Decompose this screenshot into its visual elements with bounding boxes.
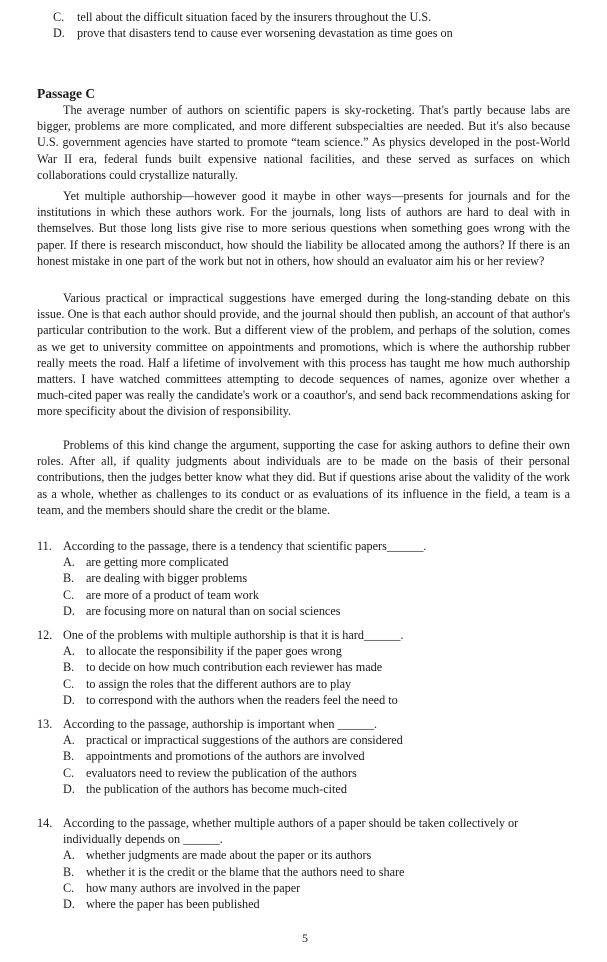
question-stem: According to the passage, there is a tendency that scientific papers______. (63, 539, 427, 553)
option-c[interactable] (63, 587, 577, 603)
option-text: appointments and promotions of the authors are involved (86, 749, 365, 764)
option-letter: C. (63, 676, 75, 691)
option-d[interactable] (63, 603, 577, 619)
option-d[interactable] (63, 692, 577, 708)
option-d[interactable] (63, 781, 577, 797)
paragraph-3: Various practical or impractical suggestions have emerged during the long-standing debate on this issue. One is that each author should provide, and the journal should then publish, an account of that author's particular contribution to the work. But a different view of the problem, and perhaps of the solution, comes as we get to university committee on appointments and promotions, which is where the authorship rubber really meets the road. Half a lifetime of involvement with this process has taught me how much authorship matters. I have watched committees attempting to decode sequences of names, agonize over whether a much-cited paper was really the candidate's work or a coauthor's, and send back recommendations asking for more specificity about the division of responsibility. (37, 291, 570, 419)
question-stem: One of the problems with multiple authorship is that it is hard______. (63, 628, 404, 642)
option-text: how many authors are involved in the paper (86, 880, 301, 895)
option-b[interactable] (63, 864, 577, 880)
option-c[interactable] (63, 676, 577, 692)
question-number: 13. (37, 717, 53, 731)
option-c (53, 9, 453, 25)
option-text: to allocate the responsibility if the paper goes wrong (86, 644, 342, 659)
option-letter: A. (63, 555, 75, 570)
option-letter: C. (63, 587, 75, 602)
question-13 (37, 716, 577, 797)
option-text: are dealing with bigger problems (86, 571, 248, 586)
option-text: whether it is the credit or the blame that the authors need to share (86, 864, 405, 879)
option-letter: D. (53, 26, 65, 41)
option-letter: B. (63, 660, 75, 675)
option-d (53, 25, 453, 41)
passage-title: Passage C (37, 86, 96, 101)
question-number: 14. (37, 816, 53, 830)
option-letter: A. (63, 644, 75, 659)
option-a[interactable] (63, 732, 577, 748)
option-text: are getting more complicated (86, 555, 229, 570)
option-letter: D. (63, 692, 75, 707)
option-text: whether judgments are made about the paper or its authors (86, 848, 372, 863)
previous-question-options (53, 9, 453, 41)
option-text: practical or impractical suggestions of the authors are considered (86, 733, 403, 748)
option-letter: A. (63, 733, 75, 748)
option-b[interactable] (63, 748, 577, 764)
option-text: are focusing more on natural than on social sciences (86, 603, 341, 618)
passage-body-2 (37, 188, 570, 269)
option-a[interactable] (63, 847, 577, 863)
option-a[interactable] (63, 643, 577, 659)
question-14 (37, 815, 577, 912)
question-11 (37, 538, 577, 619)
question-stem: According to the passage, authorship is important when ______. (63, 717, 378, 731)
option-letter: C. (63, 765, 75, 780)
passage-body-3 (37, 290, 570, 420)
option-c[interactable] (63, 765, 577, 781)
option-letter: B. (63, 864, 75, 879)
option-text: to correspond with the authors when the readers feel the need to (86, 692, 398, 707)
paragraph-2: Yet multiple authorship—however good it maybe in other ways—presents for journals and for the institutions in which these authors work. For the journals, long lists of authors are hard to deal with in themselves. But those long lists give rise to more serious questions when something goes wrong with the paper. If there is research misconduct, how should the liability be allocated among the authors? If there is an honest mistake in one part of the work but not in others, how should an evaluator aim his or her review? (37, 189, 570, 268)
option-letter: C. (53, 10, 65, 24)
option-letter: B. (63, 571, 75, 586)
page-number: 5 (302, 931, 308, 945)
paragraph-1: The average number of authors on scientific papers is sky-rocketing. That's partly because labs are bigger, problems are more complicated, and more different subspecialties are needed. But it's also because U.S. government agencies have started to promote “team science.” As physics developed in the post-World War II era, federal funds built expensive national facilities, and these served as surfaces on which collaborations could crystallize naturally. (37, 103, 570, 182)
option-text: are more of a product of team work (86, 587, 259, 602)
option-letter: D. (63, 603, 75, 618)
option-text: to decide on how much contribution each reviewer has made (86, 660, 383, 675)
option-b[interactable] (63, 570, 577, 586)
option-a[interactable] (63, 554, 577, 570)
option-text: tell about the difficult situation faced by the insurers throughout the U.S. (77, 10, 432, 24)
option-letter: A. (63, 848, 75, 863)
question-12 (37, 627, 577, 708)
option-letter: D. (63, 781, 75, 796)
option-c[interactable] (63, 880, 577, 896)
option-text: prove that disasters tend to cause ever worsening devastation as time goes on (77, 26, 453, 41)
option-text: the publication of the authors has become much-cited (86, 781, 347, 796)
passage-body (37, 102, 570, 183)
option-text: to assign the roles that the different authors are to play (86, 676, 352, 691)
paragraph-4: Problems of this kind change the argument, supporting the case for asking authors to define their own roles. After all, if quality judgments about individuals are to be made on the basis of their personal contributions, then the judges better know what they did. But if questions arise about the validity of the work as a whole, whether as challenges to its conduct or as evaluations of its influence in the field, a team is a team, and the members should share the credit or the blame. (37, 438, 570, 517)
option-letter: C. (63, 880, 75, 895)
option-text: where the paper has been published (86, 897, 260, 912)
option-text: evaluators need to review the publication of the authors (86, 765, 357, 780)
option-letter: B. (63, 749, 75, 764)
option-d[interactable] (63, 896, 577, 912)
question-number: 11. (37, 539, 52, 553)
question-number: 12. (37, 628, 53, 642)
passage-body-4 (37, 437, 570, 518)
question-stem: According to the passage, whether multiple authors of a paper should be taken collectively or individually depends on ______. (63, 816, 519, 847)
option-b[interactable] (63, 659, 577, 675)
option-letter: D. (63, 897, 75, 912)
